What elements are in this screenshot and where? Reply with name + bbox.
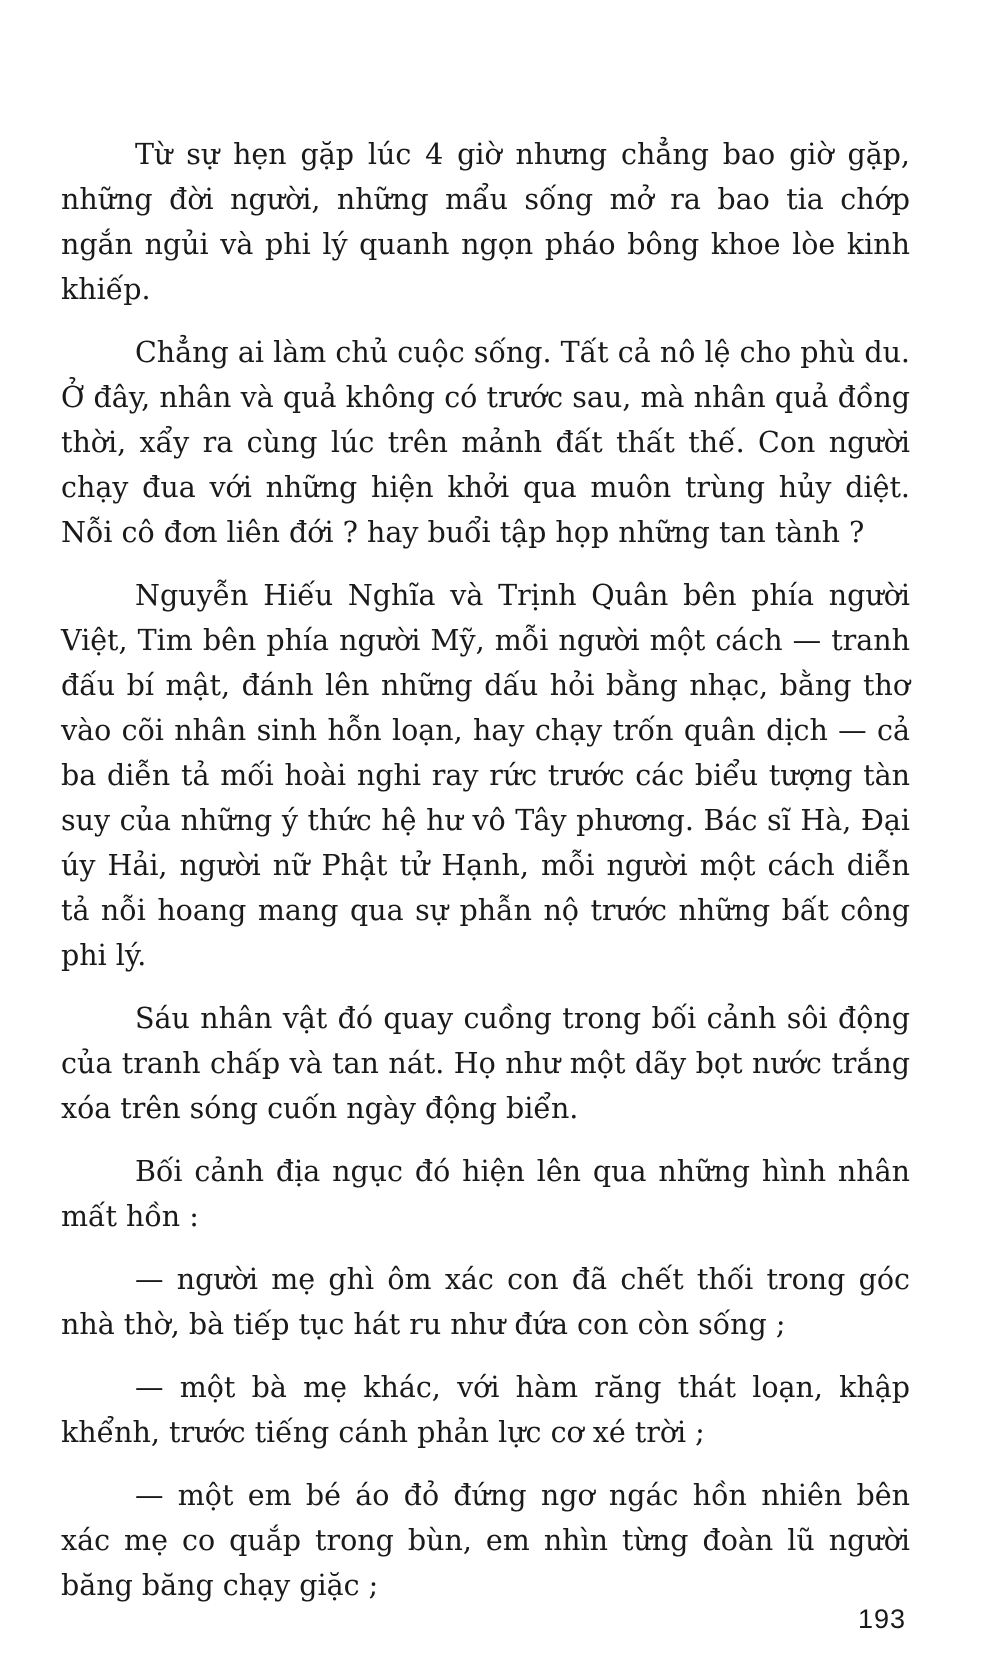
paragraph-1: Từ sự hẹn gặp lúc 4 giờ nhưng chẳng bao giờ gặp, những đời người, những mẩu sống mở ra bao tia chớp ngắn ngủi và phi lý quanh ngọn pháo bông khoe lòe kinh khiếp. [61,138,910,306]
paragraph-7: — một bà mẹ khác, với hàm răng thát loạn, khập khểnh, trước tiếng cánh phản lực cơ xé trời ; [61,1371,910,1449]
paragraph-6: — người mẹ ghì ôm xác con đã chết thối trong góc nhà thờ, bà tiếp tục hát ru như đứa con còn sống ; [61,1263,910,1341]
paragraph-2: Chẳng ai làm chủ cuộc sống. Tất cả nô lệ cho phù du. Ở đây, nhân và quả không có trước sau, mà nhân quả đồng thời, xẩy ra cùng lúc trên mảnh đất thất thế. Con người chạy đua với những hiện khởi qua muôn trùng hủy diệt. Nỗi cô đơn liên đới ? hay buổi tập họp những tan tành ? [61,336,910,549]
page-number: 193 [858,1604,907,1634]
paragraph-3: Nguyễn Hiếu Nghĩa và Trịnh Quân bên phía người Việt, Tim bên phía người Mỹ, mỗi người một cách — tranh đấu bí mật, đánh lên những dấu hỏi bằng nhạc, bằng thơ vào cõi nhân sinh hỗn loạn, hay chạy trốn quân dịch — cả ba diễn tả mối hoài nghi ray rức trước các biểu tượng tàn suy của những ý thức hệ hư vô Tây phương. Bác sĩ Hà, Đại úy Hải, người nữ Phật tử Hạnh, mỗi người một cách diễn tả nỗi hoang mang qua sự phẫn nộ trước những bất công phi lý. [61,579,910,972]
paragraph-5: Bối cảnh địa ngục đó hiện lên qua những hình nhân mất hồn : [61,1155,910,1233]
body-text [61,132,910,1626]
paragraph-8: — một em bé áo đỏ đứng ngơ ngác hồn nhiên bên xác mẹ co quắp trong bùn, em nhìn từng đoàn lũ người băng băng chạy giặc ; [61,1479,910,1602]
paragraph-4: Sáu nhân vật đó quay cuồng trong bối cảnh sôi động của tranh chấp và tan nát. Họ như một dãy bọt nước trắng xóa trên sóng cuốn ngày động biển. [61,1002,910,1125]
